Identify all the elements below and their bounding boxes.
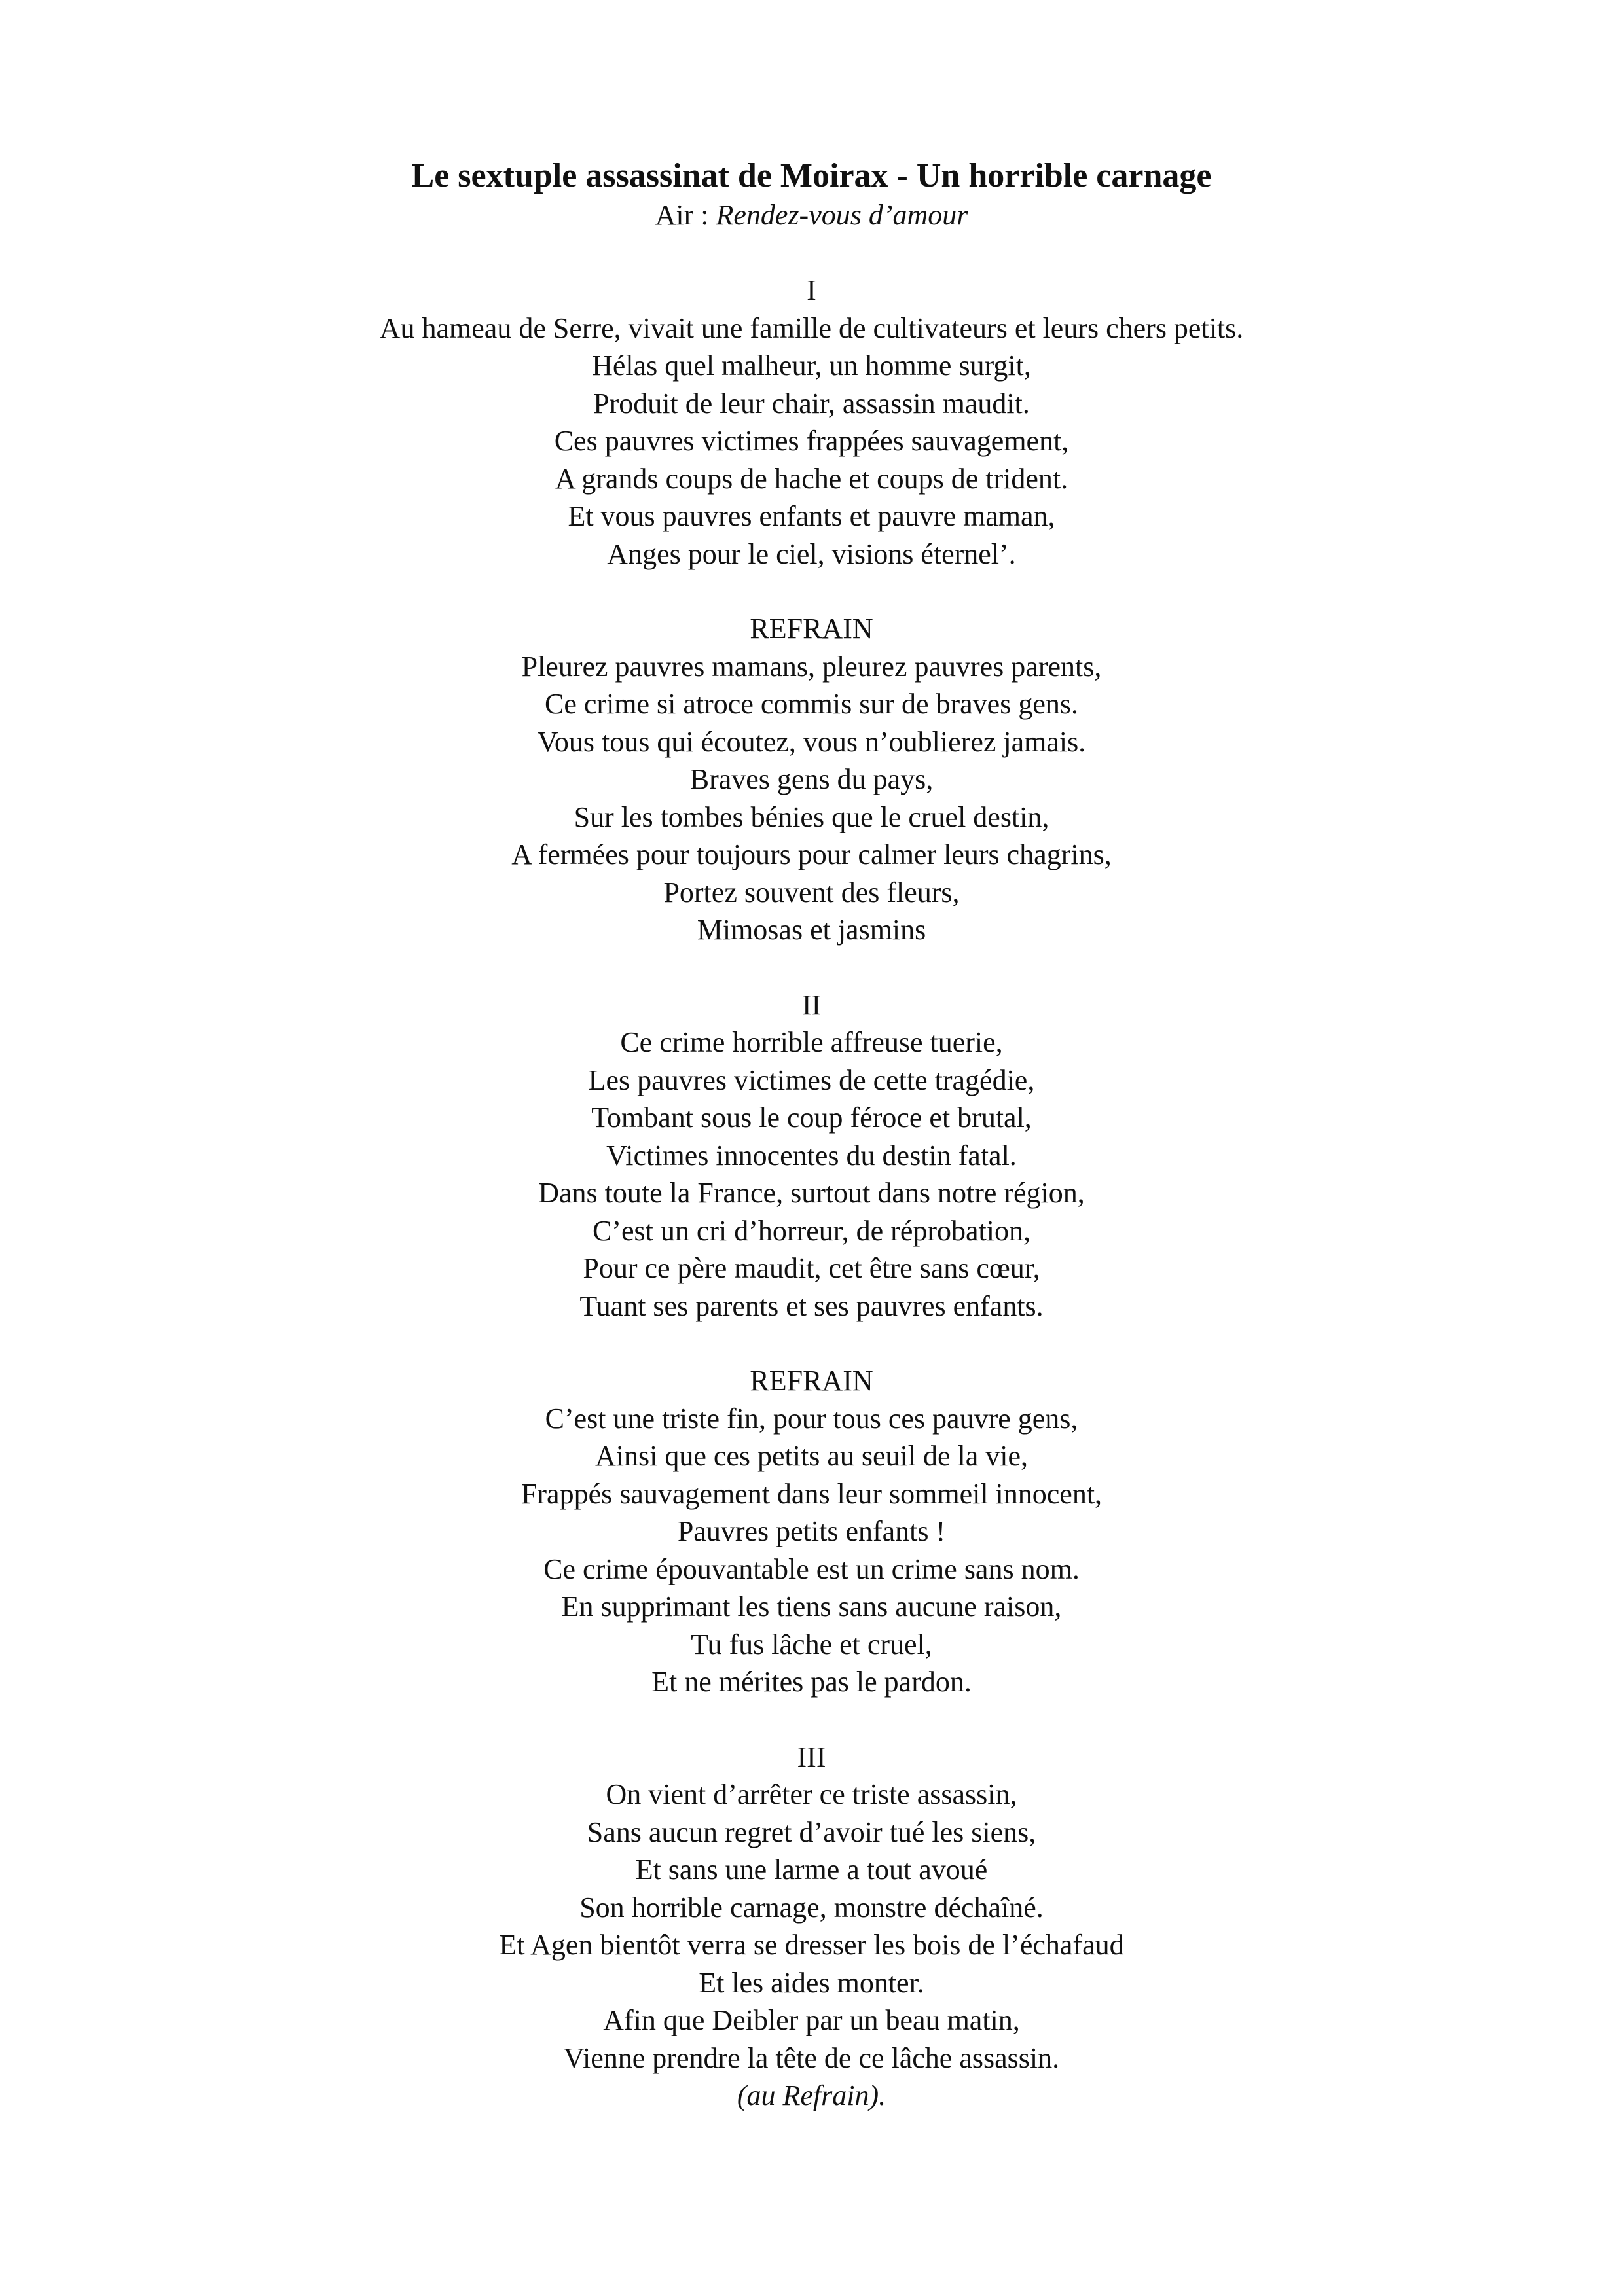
verse-line: Son horrible carnage, monstre déchaîné. bbox=[579, 1891, 1044, 1924]
verse-line: Tu fus lâche et cruel, bbox=[691, 1628, 932, 1660]
verse-line: C’est un cri d’horreur, de réprobation, bbox=[592, 1214, 1030, 1247]
refrain-cue: (au Refrain). bbox=[737, 2079, 886, 2111]
verse-line: Au hameau de Serre, vivait une famille de cultivateurs et leurs chers petits. bbox=[379, 312, 1244, 344]
verse-line: Pleurez pauvres mamans, pleurez pauvres parents, bbox=[521, 650, 1102, 683]
stanza-block bbox=[0, 986, 1623, 1325]
stanza-number: II bbox=[801, 988, 822, 1021]
verse-line: Portez souvent des fleurs, bbox=[663, 876, 960, 908]
stanza-list bbox=[0, 272, 1623, 2115]
air-prefix: Air : bbox=[655, 199, 716, 231]
verse-line: A grands coups de hache et coups de trident. bbox=[555, 462, 1068, 495]
verse-line: Ce crime si atroce commis sur de braves gens. bbox=[545, 688, 1078, 720]
stanza-block bbox=[0, 272, 1623, 573]
verse-line: Pour ce père maudit, cet être sans cœur, bbox=[583, 1252, 1040, 1284]
verse-line: Tombant sous le coup féroce et brutal, bbox=[591, 1102, 1032, 1134]
verse-line: Ce crime épouvantable est un crime sans nom. bbox=[543, 1552, 1080, 1585]
verse-line: Braves gens du pays, bbox=[689, 763, 934, 795]
verse-line: En supprimant les tiens sans aucune raison, bbox=[561, 1590, 1062, 1623]
verse-line: Ainsi que ces petits au seuil de la vie, bbox=[594, 1440, 1029, 1472]
verse-line: Dans toute la France, surtout dans notre région, bbox=[538, 1177, 1085, 1209]
refrain-block bbox=[0, 1362, 1623, 1701]
verse-line: A fermées pour toujours pour calmer leurs chagrins, bbox=[511, 838, 1112, 870]
verse-line: Les pauvres victimes de cette tragédie, bbox=[588, 1064, 1035, 1096]
verse-line: Et vous pauvres enfants et pauvre maman, bbox=[568, 500, 1055, 532]
verse-line: Sans aucun regret d’avoir tué les siens, bbox=[587, 1816, 1036, 1848]
stanza-number: III bbox=[797, 1740, 826, 1773]
verse-line: Hélas quel malheur, un homme surgit, bbox=[592, 350, 1031, 382]
verse-line: Ce crime horrible affreuse tuerie, bbox=[620, 1026, 1003, 1058]
refrain-heading: REFRAIN bbox=[750, 1365, 873, 1397]
stanza-block bbox=[0, 1738, 1623, 2115]
refrain-heading: REFRAIN bbox=[750, 613, 873, 645]
air-tune: Rendez-vous d’amour bbox=[716, 199, 968, 231]
verse-line: Et sans une larme a tout avoué bbox=[635, 1854, 988, 1886]
verse-line: Tuant ses parents et ses pauvres enfants. bbox=[579, 1289, 1044, 1322]
verse-line: Afin que Deibler par un beau matin, bbox=[603, 2004, 1020, 2036]
verse-line: Frappés sauvagement dans leur sommeil innocent, bbox=[520, 1477, 1103, 1510]
verse-line: Victimes innocentes du destin fatal. bbox=[606, 1139, 1017, 1172]
song-text bbox=[0, 156, 1623, 2115]
verse-line: Et les aides monter. bbox=[699, 1966, 924, 1999]
verse-line: Anges pour le ciel, visions éternel’. bbox=[607, 537, 1016, 570]
verse-line: On vient d’arrêter ce triste assassin, bbox=[606, 1778, 1017, 1810]
refrain-block bbox=[0, 610, 1623, 949]
verse-line: Ces pauvres victimes frappées sauvagement, bbox=[554, 425, 1069, 457]
verse-line: C’est une triste fin, pour tous ces pauvre gens, bbox=[545, 1402, 1078, 1435]
air-line bbox=[0, 196, 1623, 234]
song-title: Le sextuple assassinat de Moirax - Un horrible carnage bbox=[411, 157, 1212, 194]
verse-line: Et Agen bientôt verra se dresser les bois de l’échafaud bbox=[499, 1929, 1124, 1961]
stanza-number: I bbox=[807, 274, 816, 306]
verse-line: Mimosas et jasmins bbox=[697, 914, 926, 946]
verse-line: Et ne mérites pas le pardon. bbox=[651, 1666, 972, 1698]
verse-line: Vienne prendre la tête de ce lâche assassin. bbox=[563, 2041, 1060, 2074]
verse-line: Vous tous qui écoutez, vous n’oublierez jamais. bbox=[537, 725, 1086, 758]
verse-line: Produit de leur chair, assassin maudit. bbox=[593, 387, 1030, 420]
verse-line: Sur les tombes bénies que le cruel destin, bbox=[574, 800, 1049, 833]
verse-line: Pauvres petits enfants ! bbox=[677, 1515, 946, 1547]
